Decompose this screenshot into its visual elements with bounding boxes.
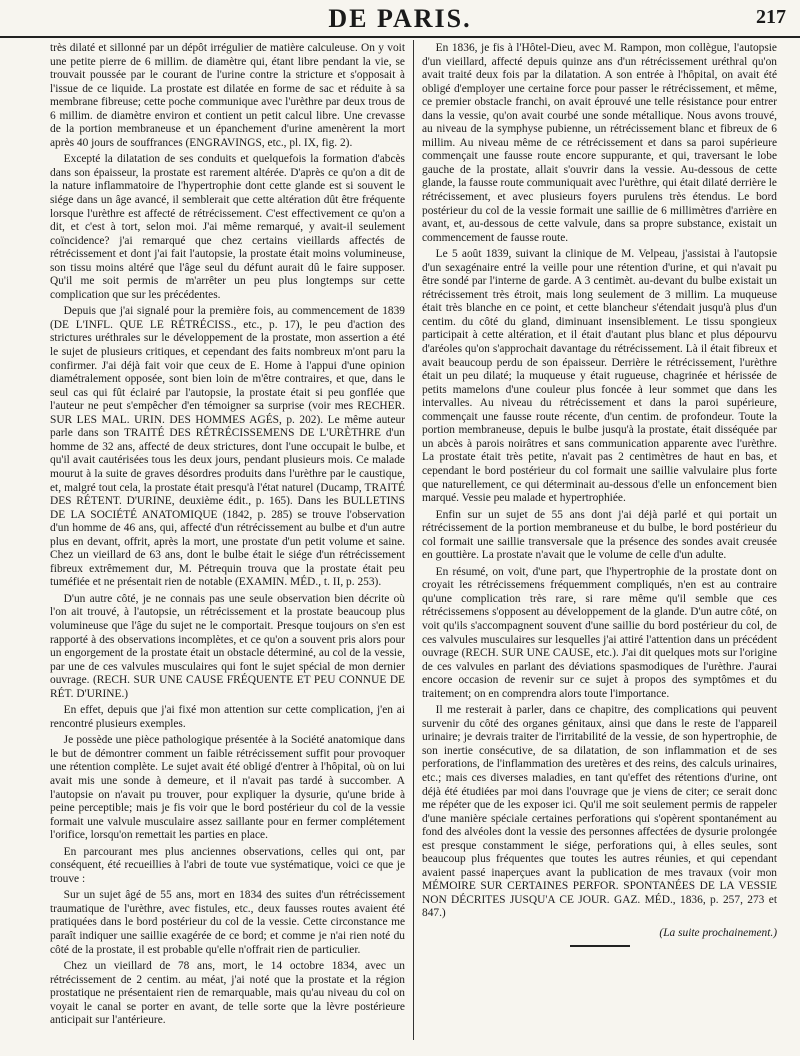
right-column [422,42,777,1042]
paragraph: Enfin sur un sujet de 55 ans dont j'ai déjà parlé et qui portait un rétrécissement de la portion membraneuse et du bulbe, le bord postérieur du col formait une saillie transversale que la présence des sondes avait creusée en gouttière. La prostate n'avait que le volume de celle d'un adulte. [422,508,777,562]
paragraph: Le 5 août 1839, suivant la clinique de M. Velpeau, j'assistai à l'autopsie d'un sexagénaire entré la veille pour une rétention d'urine, et qui n'avait pu être sondé par l'interne de garde. A 3 centimèt. au-devant du bulbe existait un rétrécissement très étroit, mais long seulement de 3 millim. La muqueuse était très blanche en ce point, et cette blancheur s'étendait jusqu'à plus d'un centim. du côté du gland, diminuant insensiblement. Le tissu spongieux participait à cette altération, et il était d'autant plus blanc et plus dépourvu d'aréoles qu'on s'approchait davantage du rétrécissement. Là il était fibreux et avait beaucoup perdu de son épaisseur. Derrière le rétrécissement, l'urèthre était un peu dilaté; la muqueuse y était rugueuse, chagrinée et hérissée de petits mamelons d'une couleur plus foncée à leur sommet que dans les intervalles. Au niveau du rétrécissement et dans la paroi supérieure, commençait une fausse route récente, d'un centim. de profondeur. Toute la portion membraneuse, depuis le bulbe jusqu'à la prostate, était disséquée par un abcès à parois noirâtres et sans communication apparente avec l'urèthre. La prostate était très petite, n'avait pas 2 centimètres de haut en bas, et cependant le bord postérieur du col formait une saillie valvulaire plus forte que naturellement, ce qui déterminait au-dessous d'elle un enfoncement bien marqué. Vessie peu malade et hypertrophiée. [422,248,777,505]
paragraph: Il me resterait à parler, dans ce chapitre, des complications qui peuvent survenir du côté des organes génitaux, ainsi que dans le reste de l'appareil urinaire; je devrais traiter de l'irritabilité de la vessie, de son hypertrophie, de son inertie consécutive, de sa dilatation, de son inflammation et de ses perforations, de l'inflammation des uretères et des reins, des calculs urinaires, etc.; mais ces diverses maladies, en tant qu'effet des rétentions d'urine, ont déjà été étudiées par moi dans l'ouvrage que je viens de citer; ce serait donc me répéter que de les exposer ici. Qu'il me soit seulement permis de rappeler d'une manière spéciale certaines perforations qui s'opèrent spontanément au fond des alvéoles dont la vessie des personnes affectées de dysurie prolongée est presque constamment le siége, perforations qui, à elles seules, sont beaucoup plus fréquentes que toutes les autres réunies, et qui cependant avaient passé inaperçues avant la publication de mes travaux (voir mon MÉMOIRE SUR CERTAINES PERFOR. SPONTANÉES DE LA VESSIE NON DÉCRITES JUSQU'A CE JOUR. GAZ. MÉD., 1836, p. 257, 273 et 847.) [422,704,777,920]
page-header [0,0,800,38]
paragraph: D'un autre côté, je ne connais pas une seule observation bien décrite où l'on ait trouvé, à l'autopsie, un rétrécissement et la prostate beaucoup plus volumineuse que l'âge du sujet ne le comportait. Presque toujours on s'en est rapporté à des observations incomplètes, et ce qu'on a souvent pris alors pour un engorgement de la prostate était un obstacle déterminé, au col de la vessie, par une de ces valvules musculaires qui font le sujet spécial de mon dernier ouvrage. (RECH. SUR UNE CAUSE FRÉQUENTE ET PEU CONNUE DE RÉT. D'URINE.) [50,592,405,700]
left-column [50,42,405,1042]
paragraph: Depuis que j'ai signalé pour la première fois, au commencement de 1839 (DE L'INFL. QUE LE RÉTRÉCISS., etc., p. 17), le peu d'action des strictures uréthrales sur le développement de la prostate, mon assertion a été le sujet de plusieurs critiques, et cependant des faits nombreux m'ont paru la confirmer. J'ai déjà fait voir que ceux de E. Home à l'appui d'une opinion diamétralement opposée, sont bien loin de m'être contraires, et que, dans le seul cas qui fût éclairé par l'autopsie, la prostate était si peu gonflée que l'auteur ne peut s'empêcher d'en témoigner sa surprise (voir mes RECHER. SUR LES MAL. URIN. DES HOMMES AGÉS, p. 202). Le même auteur parle dans son TRAITÉ DES RÉTRÉCISSEMENS DE L'URÈTHRE d'un homme de 32 ans, affecté de deux strictures, dont l'une occupait le bulbe, et qu'il avait cautérisées tous les deux jours, pendant plusieurs mois. Ce malade mourut à la suite de graves désordres produits dans l'urèthre par le caustique, et, malgré tout cela, la prostate était presqu'à l'état naturel (Ducamp, TRAITÉ DES RÉTENT. D'URINE, deuxième édit., p. 165). Dans les BULLETINS DE LA SOCIÉTÉ ANATOMIQUE (1842, p. 285) se trouve l'observation d'un homme de 46 ans, qui, affecté d'un rétrécissement au bulbe et d'un autre plus en devant, offrit, après la mort, une prostate d'un petit volume et saine. Chez un vieillard de 63 ans, dont le bulbe était le siége d'un rétrécissement fibreux extrêmement dur, M. Pétrequin trouva que la prostate était peu tuméfiée et ne présentait rien de notable (EXAMIN. MÉD., t. II, p. 253). [50,305,405,589]
closing-rule [570,945,630,947]
paragraph: Chez un vieillard de 78 ans, mort, le 14 octobre 1834, avec un rétrécissement de 2 centim. au méat, j'ai noté que la prostate et la région prostatique ne présentaient rien de remarquable, mais qu'au niveau du col on voyait le canal se porter en avant, de telle sorte que la lèvre postérieure anticipait sur l'antérieure. [50,960,405,1027]
page-number: 217 [756,6,786,28]
paragraph: Je possède une pièce pathologique présentée à la Société anatomique dans le but de démontrer comment un faible rétrécissement suffit pour provoquer une rétention complète. Le sujet avait été obligé d'entrer à l'hôpital, où on lui avait mis une sonde à demeure, et il n'avait pas tardé à succomber. A l'autopsie on n'avait pu trouver, pour expliquer la dysurie, qu'une bride à peine perceptible; mais je fis voir que le bord postérieur du col de la vessie formait une valvule musculaire assez saillante pour en fermer complétement l'orifice, lorsqu'on remettait les parties en place. [50,734,405,842]
paragraph: Excepté la dilatation de ses conduits et quelquefois la formation d'abcès dans son épaisseur, la prostate est rarement altérée. D'après ce qu'on a dit de la nature inflammatoire de l'hypertrophie dont cette glande est si souvent le siége dans un âge avancé, il semblerait que cette altération dût être fréquente lorsque l'urèthre est affecté de rétrécissement. C'est effectivement ce qu'on a dit, et c'est à tort, selon moi. J'ai même remarqué, y avait-il seulement coïncidence? j'ai remarqué que chez certains vieillards affectés de rétrécissement et dont j'ai fait l'autopsie, la prostate était moins volumineuse, son tissu moins altéré que l'âge seul du défunt aurait dû le faire supposer. Qu'il me soit permis de m'arrêter un peu plus longtemps sur cette complication que sur les précédentes. [50,153,405,301]
running-title: DE PARIS. [328,4,472,33]
column-divider [413,40,414,1040]
to-be-continued-note: (La suite prochainement.) [659,927,777,939]
paragraph: En parcourant mes plus anciennes observations, celles qui ont, par conséquent, été recueillies à l'abri de toute vue systématique, voici ce que je trouve : [50,845,405,885]
paragraph: En résumé, on voit, d'une part, que l'hypertrophie de la prostate dont on croyait les rétrécissemens fréquemment compliqués, n'en est au contraire qu'une complication très rare, si rare même qu'il semble que ces rétrécissemens s'opposent au développement de la glande. D'un autre côté, on voit qu'ils s'accompagnent souvent d'une saillie du bord postérieur du col, de ces valvules musculaires sur lesquelles j'ai attiré l'attention dans un précédent ouvrage (RECH. SUR UNE CAUSE, etc.). J'ai dit quelques mots sur l'origine de ces valvules en parlant des déviations spasmodiques de l'urèthre. J'aurai encore occasion de revenir sur ce sujet à propos des symptômes et du traitement; on en comprendra alors toute l'importance. [422,565,777,700]
paragraph: En 1836, je fis à l'Hôtel-Dieu, avec M. Rampon, mon collègue, l'autopsie d'un vieillard, affecté depuis quinze ans d'un rétrécissement uréthral qu'on avait traité deux fois par la dilatation. A son entrée à l'hôpital, on avait été obligé d'employer une certaine force pour passer le rétrécissement, et même, ce premier obstacle franchi, on avait éprouvé une telle résistance pour entrer dans la vessie, qu'on avait courbé une sonde métallique. Nous avons trouvé, au niveau de la symphyse pubienne, un rétrécissement blanc et fibreux de 6 millim. Au niveau même de ce rétrécissement et dans sa paroi supérieure commençait une fausse route encore suppurante, et qui, traversant le lobe gauche de la prostate, allait s'ouvrir dans la vessie. Au-dessous de cette glande, la fausse route communiquait avec l'urèthre, qui était dilaté derrière le rétrécissement, et avec plusieurs foyers purulens très étendus. Le bord postérieur du col de la vessie formait une saillie de 6 millimètres d'arrière en avant, et, au-dessous de cette valvule, dans sa propre substance, existait un commencement de fausse route. [422,42,777,244]
paragraph: Sur un sujet âgé de 55 ans, mort en 1834 des suites d'un rétrécissement traumatique de l'urèthre, avec fistules, etc., deux fausses routes avaient été pratiquées dans le bord postérieur du col de la vessie. Cette circonstance me paraît indiquer une saillie exagérée de ce bord; et comme je n'ai rien noté du côté de la prostate, il est probable qu'elle n'offrait rien de particulier. [50,889,405,956]
paragraph: En effet, depuis que j'ai fixé mon attention sur cette complication, j'en ai rencontré plusieurs exemples. [50,704,405,730]
paragraph: très dilaté et sillonné par un dépôt irrégulier de matière calculeuse. On y voit une petite pierre de 6 millim. de diamètre qui, étant libre pendant la vie, se trouvait poussée par le courant de l'urine contre la stricture et s'opposait à l'issue de ce liquide. La prostate est dilatée en forme de sac et réduite à sa membrane fibreuse; cette poche communique avec l'urèthre par deux trous de 6 millim. de diamètre environ et contient un petit calcul libre. Une crevasse de la portion membraneuse et un épanchement d'urine amenèrent la mort après 40 jours de souffrances (ENGRAVINGS, etc., pl. IX, fig. 2). [50,42,405,149]
